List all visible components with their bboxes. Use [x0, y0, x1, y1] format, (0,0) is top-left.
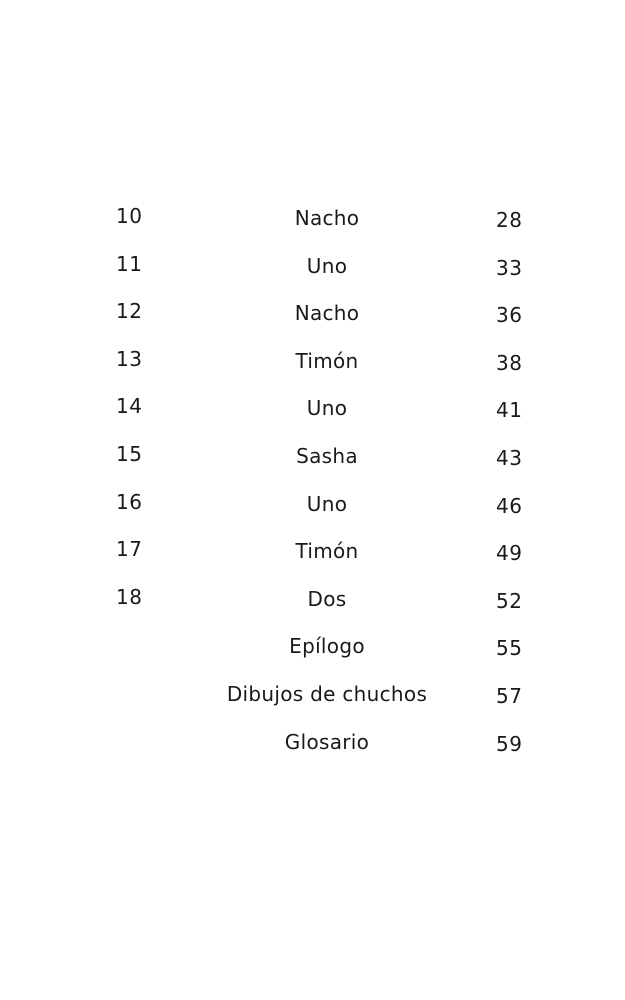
chapter-title: Epílogo	[289, 634, 365, 659]
page-number: 49	[496, 541, 523, 566]
chapter-title: Dibujos de chuchos	[226, 681, 428, 706]
toc-entry	[0, 244, 625, 292]
page-number: 43	[496, 445, 523, 470]
toc-entry	[0, 339, 625, 387]
page-number: 57	[496, 683, 523, 708]
chapter-number: 10	[116, 204, 143, 228]
chapter-number: 14	[116, 394, 143, 419]
toc-entry	[0, 577, 625, 625]
chapter-title: Timón	[295, 539, 359, 564]
toc-entry	[0, 386, 625, 434]
page-number: 36	[496, 303, 523, 328]
chapter-title: Glosario	[284, 729, 370, 754]
page-number: 38	[496, 350, 523, 375]
chapter-title: Dos	[307, 586, 347, 611]
toc-entry	[0, 720, 625, 768]
chapter-title: Timón	[295, 348, 359, 373]
chapter-title: Nacho	[294, 206, 360, 230]
page-number: 59	[496, 731, 523, 756]
toc-entry	[0, 291, 625, 339]
page-number: 55	[496, 636, 523, 661]
chapter-title: Sasha	[296, 443, 358, 468]
page-number: 46	[496, 493, 523, 518]
toc-entry	[0, 529, 625, 577]
toc-entry	[0, 434, 625, 482]
page-number: 52	[496, 588, 523, 613]
table-of-contents	[0, 196, 625, 767]
chapter-number: 18	[116, 584, 143, 609]
toc-entry	[0, 482, 625, 530]
chapter-title: Uno	[306, 396, 348, 421]
chapter-title: Uno	[306, 253, 348, 278]
chapter-number: 17	[116, 537, 143, 562]
page-number: 41	[496, 398, 523, 423]
chapter-number: 15	[116, 441, 143, 466]
chapter-title: Nacho	[294, 301, 360, 326]
chapter-number: 11	[116, 251, 143, 276]
chapter-title: Uno	[306, 491, 348, 516]
chapter-number: 13	[116, 346, 143, 371]
page-number: 33	[496, 255, 523, 280]
toc-entry	[0, 624, 625, 672]
chapter-number: 16	[116, 489, 143, 514]
page-number: 28	[496, 208, 523, 232]
chapter-number: 12	[116, 299, 143, 324]
toc-entry	[0, 196, 625, 244]
toc-entry	[0, 672, 625, 720]
